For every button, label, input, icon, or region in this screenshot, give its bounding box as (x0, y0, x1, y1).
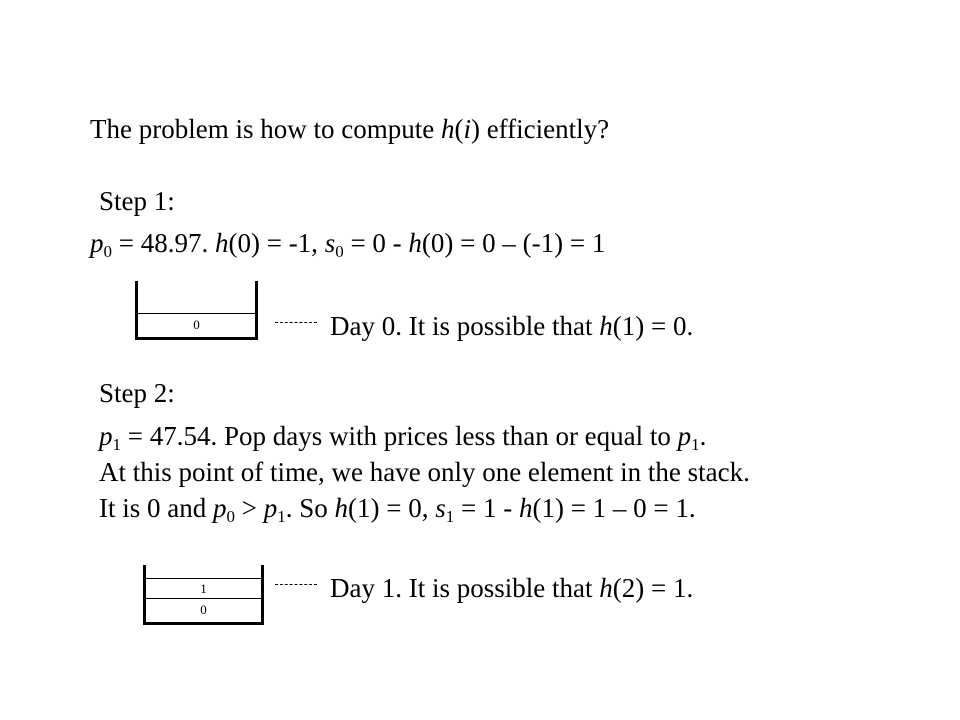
stack2-annotation: Day 1. It is possible that h(2) = 1. (330, 573, 694, 603)
stack-cell: 0 (138, 313, 255, 337)
stack-right-wall (261, 565, 264, 625)
step2-line2: At this point of time, we have only one element in the stack. (99, 457, 750, 487)
step2-heading: Step 2: (99, 378, 175, 408)
step1-heading: Step 1: (99, 186, 175, 216)
stack-diagram-day0 (135, 281, 258, 340)
step2-line1: $p_1 = 47.54$. Pop days with prices less than or equal to $p_1$. (99, 421, 707, 454)
dashed-connector (275, 322, 317, 323)
stack1-annotation: Day 0. It is possible that h(1) = 0. (330, 311, 694, 341)
stack-right-wall (255, 281, 258, 340)
title-line: The problem is how to compute h(i) efficiently? (90, 114, 610, 144)
step2-line3: It is 0 and $p_0 > p_1$. So h(1) = 0, $s_1 = 1 - h(1) = 1 - 0 = 1$. (99, 493, 696, 526)
stack-cell: 1 (146, 578, 261, 598)
stack-diagram-day1 (143, 565, 264, 625)
step1-equation: $p_0 = 48.97$. h(0) = -1, $s_0 = 0 - h(0) = 0 - (-1) = 1$ (90, 228, 606, 261)
stack-cell: 0 (146, 598, 261, 622)
var-i: i (463, 114, 471, 144)
stack-floor (143, 622, 264, 625)
var-h: h (440, 114, 455, 144)
dashed-connector (275, 584, 317, 585)
stack-floor (135, 337, 258, 340)
